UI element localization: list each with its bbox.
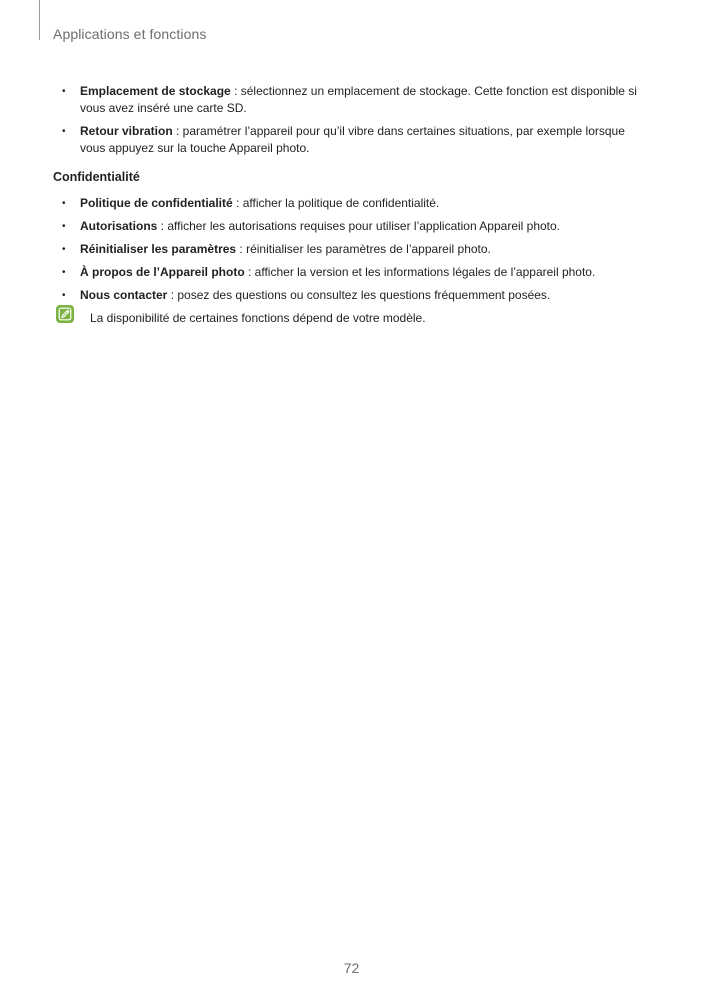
item-description: : posez des questions ou consultez les questions fréquemment posées. — [167, 288, 551, 302]
item-term: Réinitialiser les paramètres — [80, 242, 237, 256]
note-text: La disponibilité de certaines fonctions dépend de votre modèle. — [90, 311, 426, 325]
list-item — [53, 241, 651, 258]
margin-rule — [39, 0, 40, 40]
bullet-icon: • — [62, 290, 66, 301]
list-item — [53, 264, 651, 281]
item-description: : sélectionnez un emplacement de stockage. Cette fonction est disponible si vous avez inséré une carte SD. — [80, 84, 637, 115]
page-content — [53, 83, 651, 332]
item-description: : afficher la version et les informations légales de l’appareil photo. — [244, 265, 596, 279]
settings-list — [53, 83, 651, 157]
item-term: Nous contacter — [80, 288, 168, 302]
running-header: Applications et fonctions — [53, 26, 207, 42]
list-item — [53, 218, 651, 235]
list-item — [53, 287, 651, 304]
privacy-list — [53, 195, 651, 304]
item-term: Autorisations — [80, 219, 158, 233]
item-description: : afficher les autorisations requises pour utiliser l’application Appareil photo. — [157, 219, 561, 233]
item-term: Retour vibration — [80, 124, 173, 138]
bullet-icon: • — [62, 126, 66, 137]
list-item — [53, 83, 651, 117]
item-term: À propos de l’Appareil photo — [80, 265, 245, 279]
item-term: Politique de confidentialité — [80, 196, 233, 210]
item-description: : paramétrer l’appareil pour qu’il vibre dans certaines situations, par exemple lorsque vous appuyez sur la touche Appareil photo. — [80, 124, 625, 155]
bullet-icon: • — [62, 86, 66, 97]
bullet-icon: • — [62, 198, 66, 209]
page-number: 72 — [343, 960, 360, 976]
item-description: : afficher la politique de confidentialité. — [232, 196, 440, 210]
item-description: : réinitialiser les paramètres de l’appareil photo. — [236, 242, 491, 256]
item-term: Emplacement de stockage — [80, 84, 231, 98]
note-block — [53, 310, 651, 332]
bullet-icon: • — [62, 244, 66, 255]
list-item — [53, 195, 651, 212]
bullet-icon: • — [62, 221, 66, 232]
bullet-icon: • — [62, 267, 66, 278]
list-item — [53, 123, 651, 157]
section-heading: Confidentialité — [53, 170, 140, 184]
note-pencil-icon — [56, 305, 74, 323]
